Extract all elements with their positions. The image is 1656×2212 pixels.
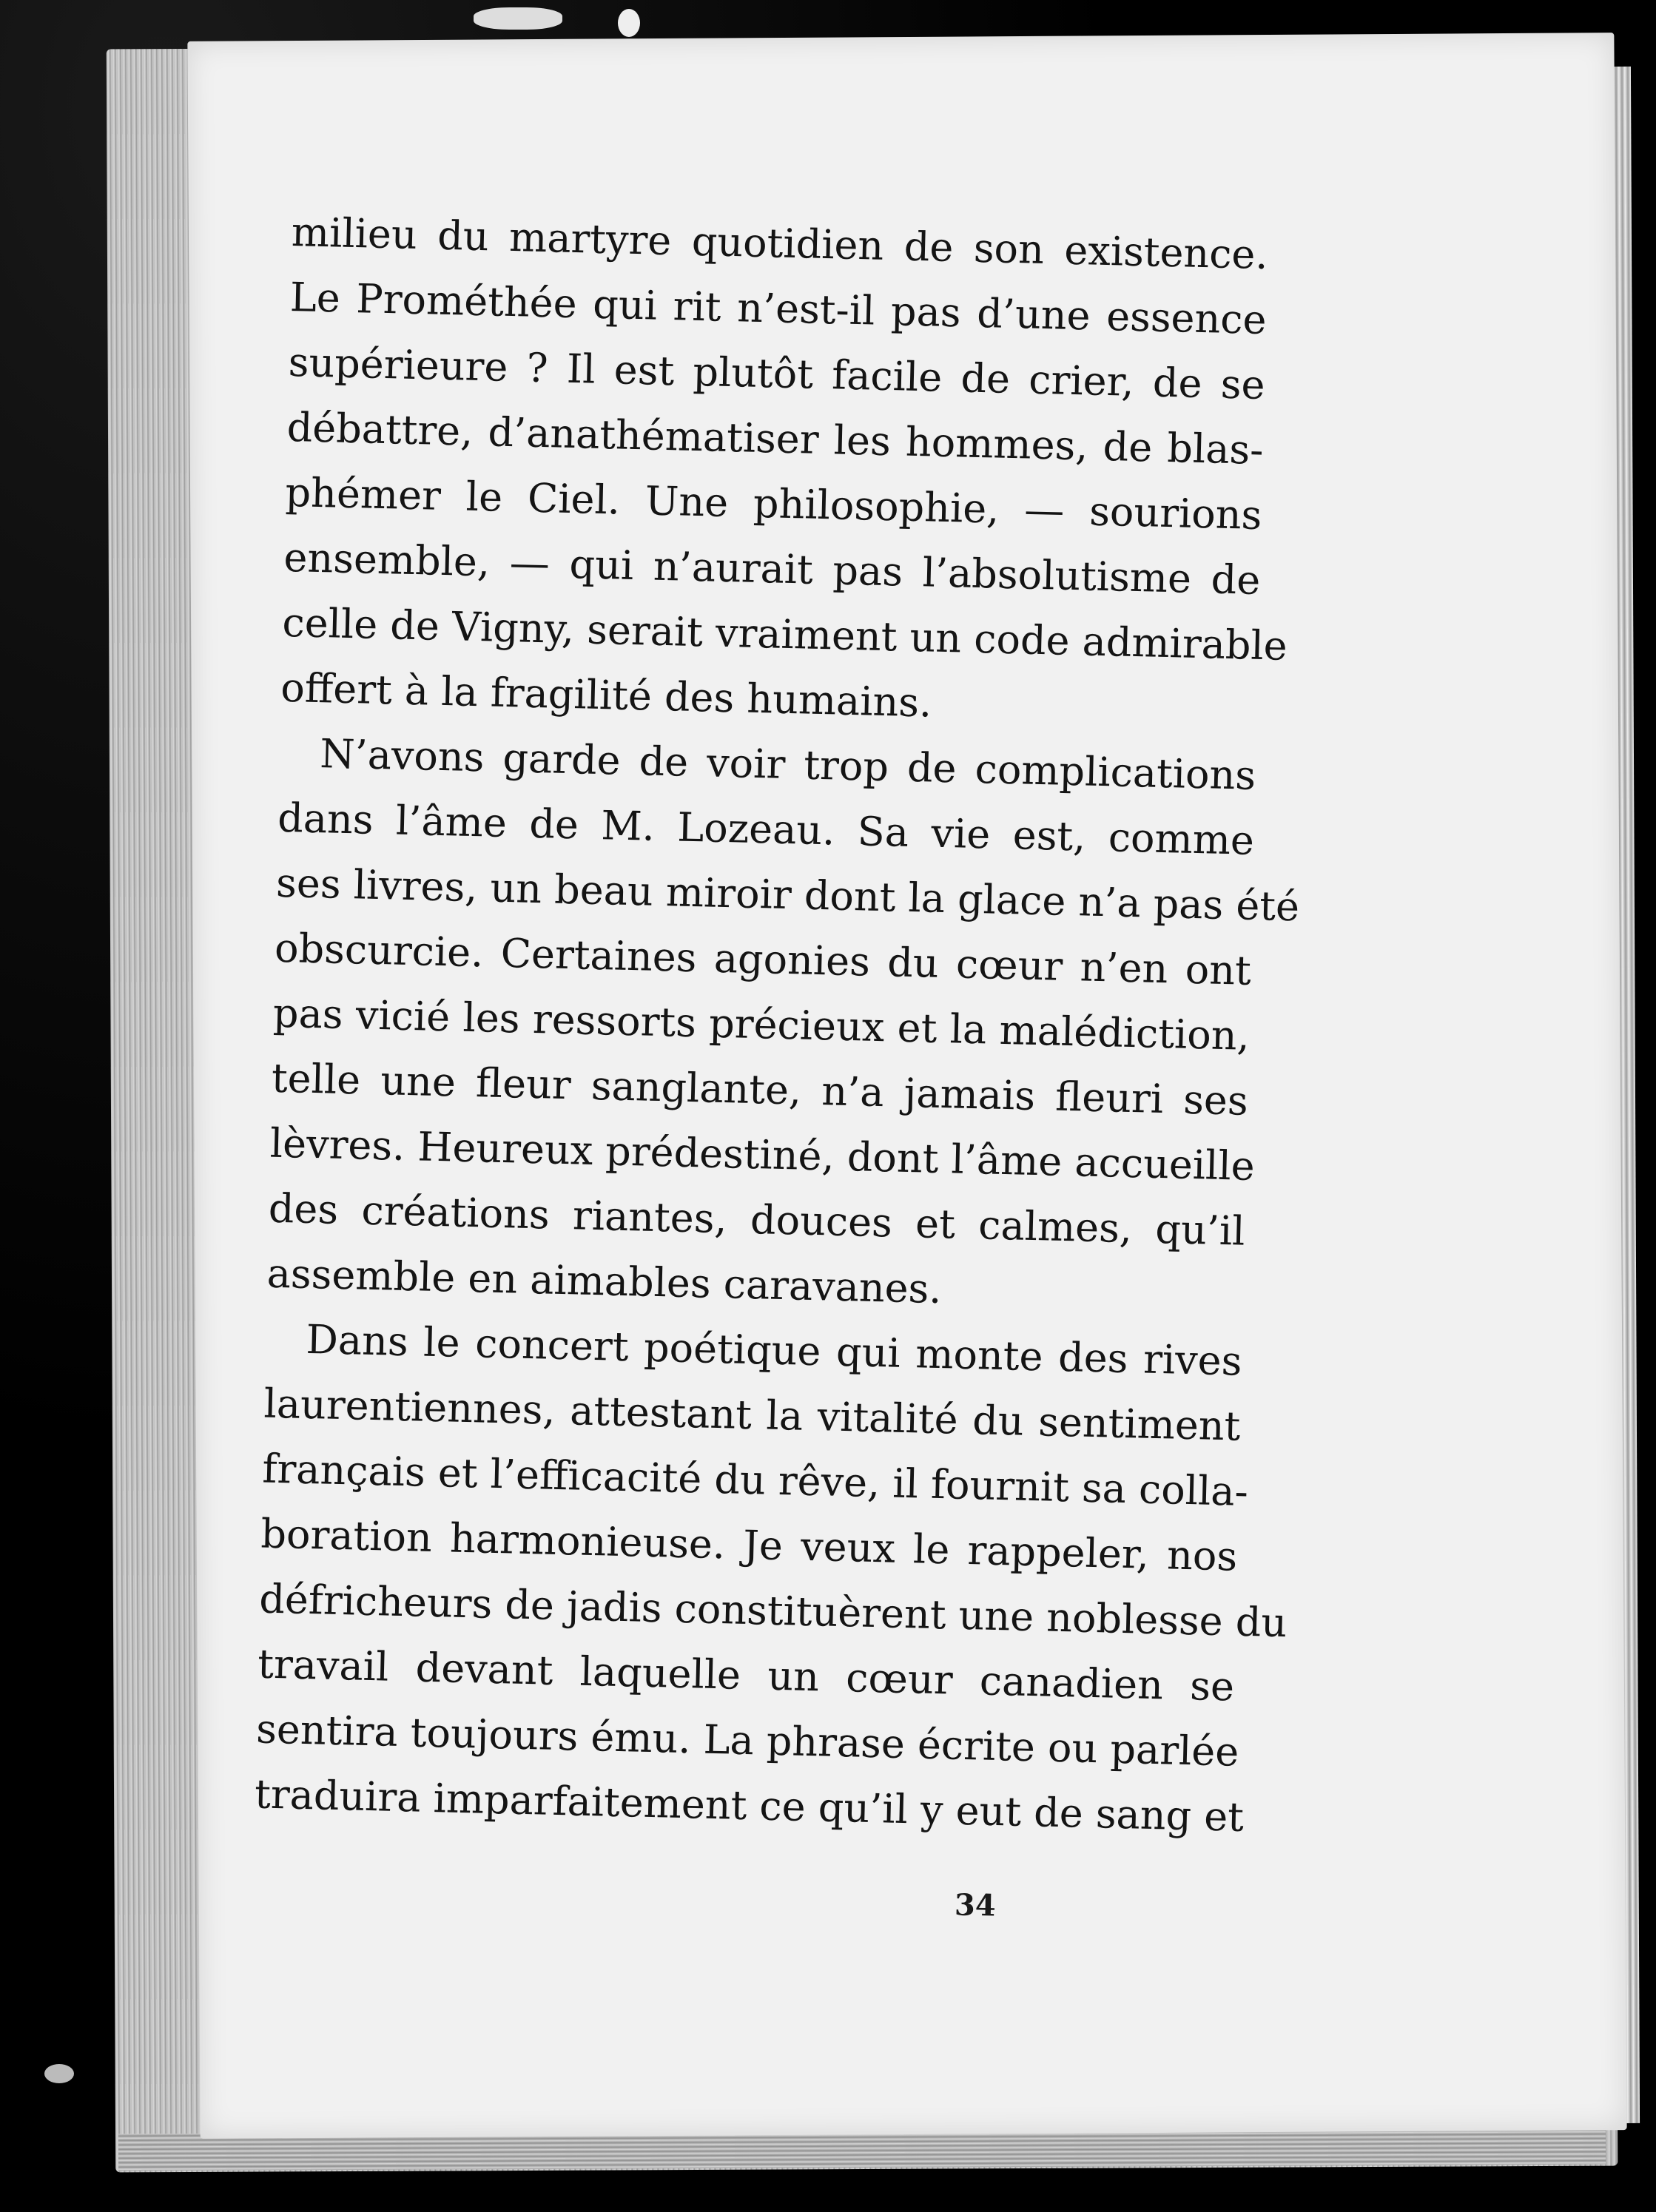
scan-artifact	[44, 2064, 74, 2083]
scan-artifact	[474, 7, 562, 30]
text-line: Dans le concert poétique qui monte des rives	[305, 1315, 1243, 1385]
text-line: sentira toujours ému. La phrase écrite ou parlée	[255, 1705, 1239, 1776]
page-text	[254, 200, 1300, 1849]
page-number: 34	[954, 1887, 997, 1923]
text-line: pas vicié les ressorts précieux et la malédiction,	[272, 989, 1251, 1059]
text-line: Le Prométhée qui rit n’est-il pas d’une essence	[289, 273, 1268, 344]
paragraph-2	[266, 721, 1300, 1329]
text-line: laurentiennes, attestant la vitalité du sentiment	[263, 1380, 1242, 1450]
text-line: boration harmonieuse. Je veux le rappeler, nos	[260, 1510, 1238, 1580]
paragraph-3	[254, 1306, 1288, 1850]
text-line: dans l’âme de M. Lozeau. Sa vie est, comme	[277, 794, 1255, 864]
text-line: supérieure ? Il est plutôt facile de crier, de se	[288, 338, 1266, 409]
text-line: assemble en aimables caravanes.	[266, 1250, 943, 1313]
text-line: offert à la fragilité des humains.	[280, 664, 932, 726]
text-line: milieu du martyre quotidien de son existence.	[291, 208, 1269, 279]
text-line: débattre, d’anathématiser les hommes, de blas-	[286, 403, 1265, 474]
text-line: lèvres. Heureux prédestiné, dont l’âme accueille	[269, 1119, 1256, 1190]
text-line: ensemble, — qui n’aurait pas l’absolutisme de	[283, 533, 1261, 604]
text-line: phémer le Ciel. Une philosophie, — sourions	[284, 468, 1263, 539]
text-line: telle une fleur sanglante, n’a jamais fleuri ses	[271, 1054, 1249, 1124]
text-line: défricheurs de jadis constituèrent une noblesse du	[258, 1575, 1288, 1647]
text-line: français et l’efficacité du rêve, il fournit sa colla-	[261, 1445, 1249, 1515]
text-line: celle de Vigny, serait vraiment un code admirable	[281, 598, 1288, 670]
paragraph-1	[280, 200, 1288, 743]
text-line: traduira imparfaitement ce qu’il y eut de sang et	[254, 1770, 1245, 1841]
scan-artifact	[618, 9, 640, 37]
text-line: ses livres, un beau miroir dont la glace n’a pas été	[275, 859, 1300, 931]
text-line: des créations riantes, douces et calmes, qu’il	[268, 1184, 1246, 1255]
text-line: travail devant laquelle un cœur canadien se	[257, 1640, 1235, 1710]
text-line: obscurcie. Certaines agonies du cœur n’en ont	[274, 924, 1252, 994]
text-line: N’avons garde de voir trop de complications	[319, 730, 1256, 799]
